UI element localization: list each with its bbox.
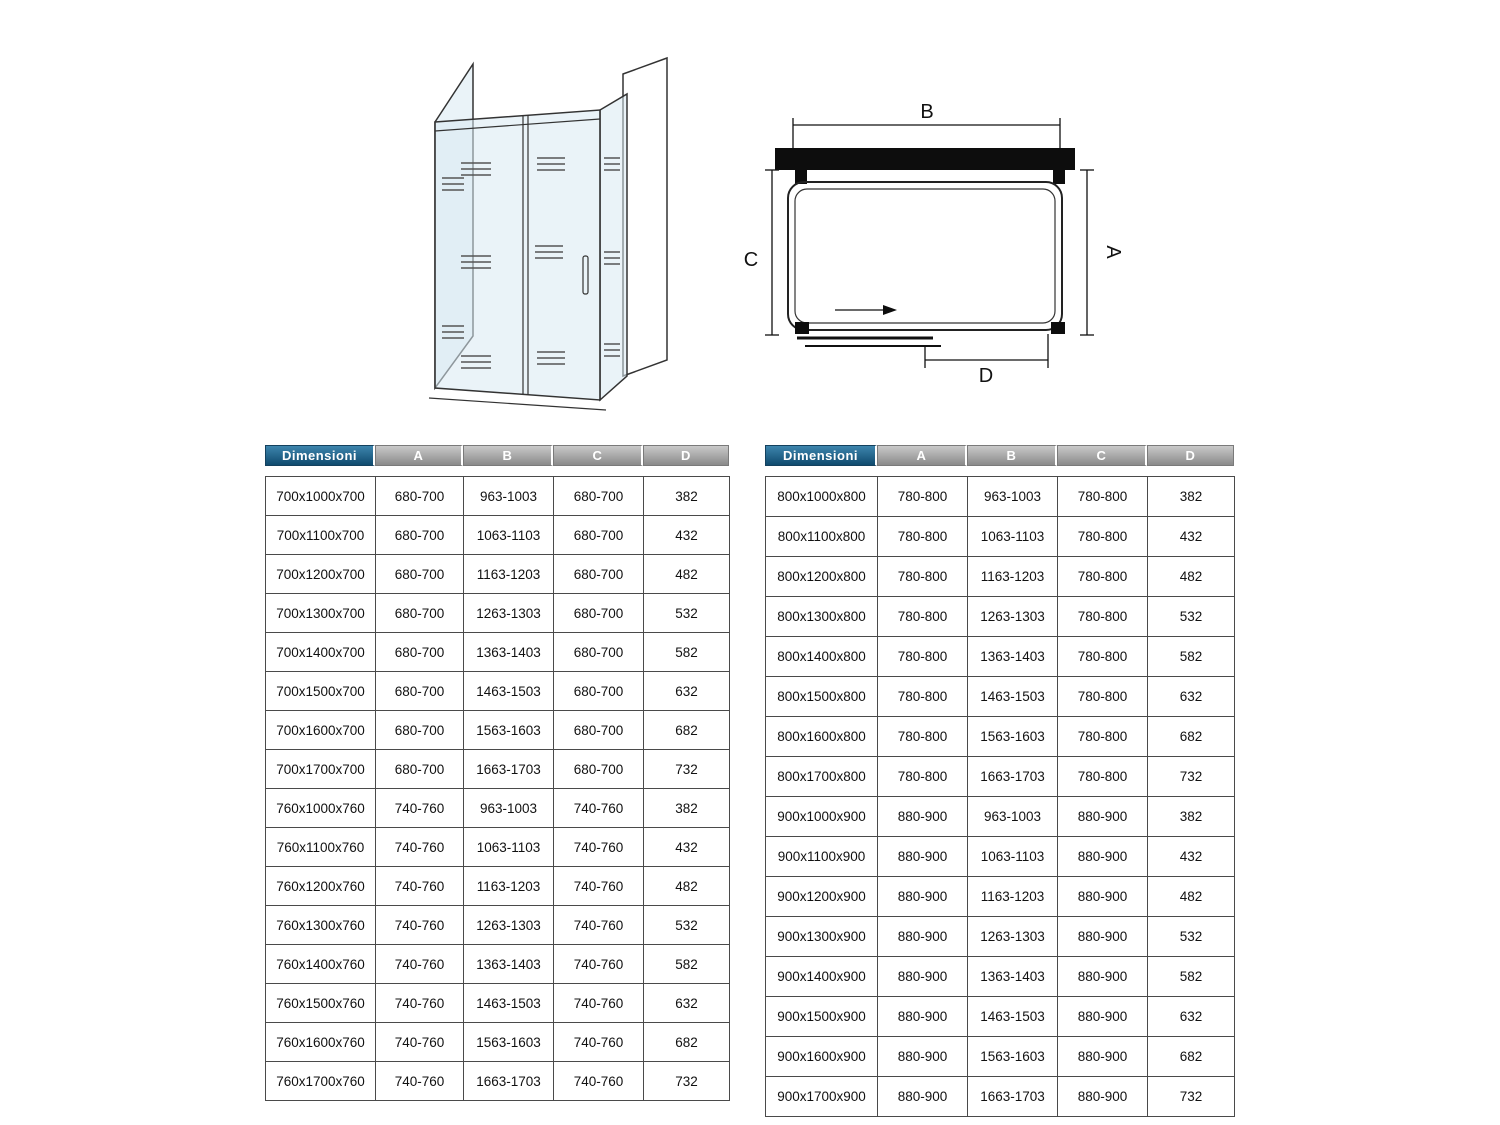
table-row bbox=[266, 828, 730, 867]
table-cell: 1663-1703 bbox=[464, 750, 554, 789]
table-row bbox=[766, 757, 1235, 797]
table-cell: 1163-1203 bbox=[464, 867, 554, 906]
corner-bracket-left bbox=[795, 322, 809, 334]
table-cell: 900x1400x900 bbox=[766, 957, 878, 997]
table-cell: 780-800 bbox=[1058, 477, 1148, 517]
table-cell: 900x1700x900 bbox=[766, 1077, 878, 1117]
table-cell: 760x1500x760 bbox=[266, 984, 376, 1023]
table-cell: 740-760 bbox=[554, 906, 644, 945]
table-cell: 680-700 bbox=[376, 750, 464, 789]
table-cell: 680-700 bbox=[554, 633, 644, 672]
table-row bbox=[766, 517, 1235, 557]
table-row bbox=[766, 877, 1235, 917]
table-cell: 880-900 bbox=[1058, 837, 1148, 877]
table-cell: 732 bbox=[1148, 757, 1235, 797]
table-header-right bbox=[765, 445, 1235, 466]
enclosure-top-view-diagram bbox=[735, 90, 1135, 390]
table-cell: 760x1700x760 bbox=[266, 1062, 376, 1101]
table-row bbox=[266, 594, 730, 633]
table-cell: 800x1500x800 bbox=[766, 677, 878, 717]
table-cell: 432 bbox=[1148, 517, 1235, 557]
table-cell: 482 bbox=[1148, 557, 1235, 597]
table-cell: 880-900 bbox=[878, 957, 968, 997]
table-cell: 740-760 bbox=[554, 867, 644, 906]
table-cell: 680-700 bbox=[554, 555, 644, 594]
table-cell: 800x1400x800 bbox=[766, 637, 878, 677]
table-cell: 740-760 bbox=[376, 906, 464, 945]
table-cell: 880-900 bbox=[1058, 1077, 1148, 1117]
table-row bbox=[766, 477, 1235, 517]
table-row bbox=[766, 917, 1235, 957]
table-cell: 382 bbox=[644, 789, 730, 828]
table-cell: 780-800 bbox=[1058, 597, 1148, 637]
table-cell: 1463-1503 bbox=[968, 677, 1058, 717]
table-cell: 432 bbox=[644, 516, 730, 555]
table-cell: 963-1003 bbox=[464, 477, 554, 516]
table-cell: 700x1600x700 bbox=[266, 711, 376, 750]
table-cell: 963-1003 bbox=[968, 797, 1058, 837]
table-row bbox=[266, 750, 730, 789]
dimension-label-a: A bbox=[1102, 245, 1124, 259]
table-cell: 1263-1303 bbox=[968, 917, 1058, 957]
table-row bbox=[766, 557, 1235, 597]
table-cell: 1663-1703 bbox=[968, 757, 1058, 797]
table-cell: 780-800 bbox=[1058, 757, 1148, 797]
table-cell: 680-700 bbox=[554, 750, 644, 789]
table-cell: 432 bbox=[1148, 837, 1235, 877]
table-cell: 740-760 bbox=[554, 789, 644, 828]
table-cell: 900x1100x900 bbox=[766, 837, 878, 877]
header-cell-a: A bbox=[877, 445, 967, 466]
table-row bbox=[266, 672, 730, 711]
table-cell: 780-800 bbox=[878, 557, 968, 597]
header-cell-dimensioni: Dimensioni bbox=[265, 445, 375, 466]
table-cell: 760x1000x760 bbox=[266, 789, 376, 828]
table-cell: 740-760 bbox=[376, 789, 464, 828]
table-cell: 382 bbox=[1148, 477, 1235, 517]
table-cell: 682 bbox=[1148, 717, 1235, 757]
table-cell: 780-800 bbox=[878, 757, 968, 797]
table-cell: 1463-1503 bbox=[464, 984, 554, 1023]
table-cell: 780-800 bbox=[878, 637, 968, 677]
slide-arrow-head bbox=[883, 305, 897, 315]
wall-profile-right bbox=[1053, 170, 1065, 184]
table-cell: 780-800 bbox=[1058, 637, 1148, 677]
table-cell: 1063-1103 bbox=[464, 516, 554, 555]
table-cell: 1563-1603 bbox=[968, 1037, 1058, 1077]
table-cell: 1063-1103 bbox=[968, 517, 1058, 557]
table-header-left bbox=[265, 445, 730, 466]
table-cell: 880-900 bbox=[1058, 797, 1148, 837]
table-cell: 740-760 bbox=[376, 828, 464, 867]
table-row bbox=[266, 906, 730, 945]
table-cell: 1563-1603 bbox=[464, 1023, 554, 1062]
table-cell: 880-900 bbox=[1058, 1037, 1148, 1077]
table-cell: 1363-1403 bbox=[968, 637, 1058, 677]
table-row bbox=[766, 1077, 1235, 1117]
table-cell: 780-800 bbox=[878, 477, 968, 517]
table-cell: 800x1300x800 bbox=[766, 597, 878, 637]
table-row bbox=[766, 957, 1235, 997]
table-row bbox=[766, 1037, 1235, 1077]
table-cell: 482 bbox=[644, 867, 730, 906]
header-cell-b: B bbox=[463, 445, 553, 466]
table-cell: 680-700 bbox=[554, 516, 644, 555]
table-cell: 900x1500x900 bbox=[766, 997, 878, 1037]
dimension-table-right bbox=[765, 445, 1235, 1117]
table-cell: 700x1100x700 bbox=[266, 516, 376, 555]
table-cell: 700x1500x700 bbox=[266, 672, 376, 711]
table-cell: 1563-1603 bbox=[968, 717, 1058, 757]
table-row bbox=[266, 945, 730, 984]
table-cell: 780-800 bbox=[878, 677, 968, 717]
table-cell: 760x1400x760 bbox=[266, 945, 376, 984]
table-row bbox=[766, 797, 1235, 837]
table-cell: 382 bbox=[644, 477, 730, 516]
table-cell: 760x1600x760 bbox=[266, 1023, 376, 1062]
table-cell: 1363-1403 bbox=[464, 945, 554, 984]
table-cell: 680-700 bbox=[376, 516, 464, 555]
table-cell: 582 bbox=[644, 633, 730, 672]
table-cell: 1063-1103 bbox=[968, 837, 1058, 877]
table-cell: 700x1400x700 bbox=[266, 633, 376, 672]
table-row bbox=[266, 555, 730, 594]
table-cell: 740-760 bbox=[554, 828, 644, 867]
front-sliding-doors bbox=[435, 110, 600, 400]
table-cell: 780-800 bbox=[1058, 717, 1148, 757]
table-cell: 1263-1303 bbox=[464, 906, 554, 945]
table-cell: 482 bbox=[1148, 877, 1235, 917]
table-cell: 740-760 bbox=[376, 945, 464, 984]
table-cell: 1663-1703 bbox=[968, 1077, 1058, 1117]
table-cell: 680-700 bbox=[376, 672, 464, 711]
table-row bbox=[766, 997, 1235, 1037]
header-cell-a: A bbox=[375, 445, 463, 466]
table-row bbox=[266, 984, 730, 1023]
table-cell: 680-700 bbox=[376, 594, 464, 633]
glass-outline-inner bbox=[795, 189, 1055, 323]
table-row bbox=[266, 1062, 730, 1101]
table-cell: 740-760 bbox=[376, 867, 464, 906]
table-cell: 900x1600x900 bbox=[766, 1037, 878, 1077]
table-cell: 800x1200x800 bbox=[766, 557, 878, 597]
header-cell-dimensioni: Dimensioni bbox=[765, 445, 877, 466]
table-cell: 880-900 bbox=[878, 837, 968, 877]
table-cell: 1563-1603 bbox=[464, 711, 554, 750]
table-cell: 880-900 bbox=[1058, 917, 1148, 957]
table-cell: 582 bbox=[1148, 957, 1235, 997]
table-cell: 880-900 bbox=[1058, 957, 1148, 997]
table-cell: 900x1000x900 bbox=[766, 797, 878, 837]
table-cell: 1263-1303 bbox=[968, 597, 1058, 637]
table-cell: 1163-1203 bbox=[464, 555, 554, 594]
table-cell: 680-700 bbox=[376, 711, 464, 750]
table-row bbox=[266, 711, 730, 750]
table-cell: 880-900 bbox=[1058, 877, 1148, 917]
table-cell: 1263-1303 bbox=[464, 594, 554, 633]
table-cell: 760x1100x760 bbox=[266, 828, 376, 867]
table-cell: 1663-1703 bbox=[464, 1062, 554, 1101]
table-cell: 1163-1203 bbox=[968, 557, 1058, 597]
table-cell: 780-800 bbox=[1058, 517, 1148, 557]
table-cell: 680-700 bbox=[554, 672, 644, 711]
dimension-table-left bbox=[265, 445, 730, 1101]
table-cell: 1163-1203 bbox=[968, 877, 1058, 917]
table-row bbox=[766, 677, 1235, 717]
table-row bbox=[766, 837, 1235, 877]
table-cell: 482 bbox=[644, 555, 730, 594]
table-cell: 880-900 bbox=[878, 917, 968, 957]
right-side-glass bbox=[600, 94, 627, 400]
table-cell: 1063-1103 bbox=[464, 828, 554, 867]
table-cell: 780-800 bbox=[1058, 557, 1148, 597]
table-cell: 740-760 bbox=[554, 984, 644, 1023]
table-cell: 700x1000x700 bbox=[266, 477, 376, 516]
table-cell: 963-1003 bbox=[968, 477, 1058, 517]
table-cell: 780-800 bbox=[878, 597, 968, 637]
wall-bar bbox=[775, 148, 1075, 170]
table-cell: 700x1700x700 bbox=[266, 750, 376, 789]
table-cell: 780-800 bbox=[878, 517, 968, 557]
table-cell: 1463-1503 bbox=[464, 672, 554, 711]
table-cell: 880-900 bbox=[1058, 997, 1148, 1037]
table-cell: 800x1700x800 bbox=[766, 757, 878, 797]
table-cell: 682 bbox=[644, 1023, 730, 1062]
header-cell-c: C bbox=[553, 445, 643, 466]
table-cell: 760x1300x760 bbox=[266, 906, 376, 945]
table-cell: 680-700 bbox=[376, 477, 464, 516]
table-cell: 680-700 bbox=[554, 594, 644, 633]
dimension-label-d: D bbox=[978, 365, 994, 387]
table-cell: 880-900 bbox=[878, 797, 968, 837]
table-cell: 800x1000x800 bbox=[766, 477, 878, 517]
table-cell: 582 bbox=[644, 945, 730, 984]
table-cell: 880-900 bbox=[878, 1077, 968, 1117]
header-cell-c: C bbox=[1057, 445, 1147, 466]
table-cell: 632 bbox=[1148, 677, 1235, 717]
back-wall-panel bbox=[623, 58, 667, 376]
table-cell: 682 bbox=[644, 711, 730, 750]
table-cell: 532 bbox=[1148, 597, 1235, 637]
table-cell: 632 bbox=[1148, 997, 1235, 1037]
table-cell: 880-900 bbox=[878, 877, 968, 917]
header-cell-d: D bbox=[1147, 445, 1234, 466]
table-cell: 382 bbox=[1148, 797, 1235, 837]
dimension-label-c: C bbox=[743, 249, 759, 271]
table-cell: 732 bbox=[1148, 1077, 1235, 1117]
table-cell: 800x1600x800 bbox=[766, 717, 878, 757]
table-row bbox=[266, 1023, 730, 1062]
table-row bbox=[266, 867, 730, 906]
dimension-label-b: B bbox=[920, 101, 934, 123]
table-cell: 800x1100x800 bbox=[766, 517, 878, 557]
table-row bbox=[766, 597, 1235, 637]
table-cell: 740-760 bbox=[376, 984, 464, 1023]
table-cell: 532 bbox=[644, 906, 730, 945]
dimension-table-body-left bbox=[265, 476, 730, 1101]
table-cell: 582 bbox=[1148, 637, 1235, 677]
table-cell: 740-760 bbox=[554, 1023, 644, 1062]
table-cell: 700x1300x700 bbox=[266, 594, 376, 633]
glass-outline-outer bbox=[788, 182, 1062, 330]
table-cell: 532 bbox=[644, 594, 730, 633]
table-cell: 780-800 bbox=[878, 717, 968, 757]
table-cell: 740-760 bbox=[554, 945, 644, 984]
table-cell: 880-900 bbox=[878, 1037, 968, 1077]
table-cell: 1463-1503 bbox=[968, 997, 1058, 1037]
header-cell-d: D bbox=[643, 445, 729, 466]
table-cell: 532 bbox=[1148, 917, 1235, 957]
table-row bbox=[266, 633, 730, 672]
table-cell: 1363-1403 bbox=[968, 957, 1058, 997]
table-cell: 632 bbox=[644, 984, 730, 1023]
floor-line bbox=[429, 398, 606, 410]
table-cell: 732 bbox=[644, 1062, 730, 1101]
table-cell: 732 bbox=[644, 750, 730, 789]
enclosure-3d-diagram bbox=[415, 30, 695, 415]
table-cell: 680-700 bbox=[554, 477, 644, 516]
table-row bbox=[766, 717, 1235, 757]
table-cell: 740-760 bbox=[376, 1023, 464, 1062]
table-row bbox=[766, 637, 1235, 677]
table-cell: 680-700 bbox=[376, 633, 464, 672]
table-cell: 963-1003 bbox=[464, 789, 554, 828]
table-row bbox=[266, 477, 730, 516]
table-cell: 740-760 bbox=[554, 1062, 644, 1101]
table-cell: 740-760 bbox=[376, 1062, 464, 1101]
dimension-table-body-right bbox=[765, 476, 1235, 1117]
corner-bracket-right bbox=[1051, 322, 1065, 334]
table-cell: 900x1300x900 bbox=[766, 917, 878, 957]
table-cell: 880-900 bbox=[878, 997, 968, 1037]
table-cell: 682 bbox=[1148, 1037, 1235, 1077]
table-cell: 432 bbox=[644, 828, 730, 867]
table-row bbox=[266, 516, 730, 555]
table-cell: 1363-1403 bbox=[464, 633, 554, 672]
table-row bbox=[266, 789, 730, 828]
table-cell: 680-700 bbox=[554, 711, 644, 750]
header-cell-b: B bbox=[967, 445, 1057, 466]
table-cell: 680-700 bbox=[376, 555, 464, 594]
table-cell: 900x1200x900 bbox=[766, 877, 878, 917]
table-cell: 780-800 bbox=[1058, 677, 1148, 717]
table-cell: 760x1200x760 bbox=[266, 867, 376, 906]
table-cell: 632 bbox=[644, 672, 730, 711]
table-cell: 700x1200x700 bbox=[266, 555, 376, 594]
